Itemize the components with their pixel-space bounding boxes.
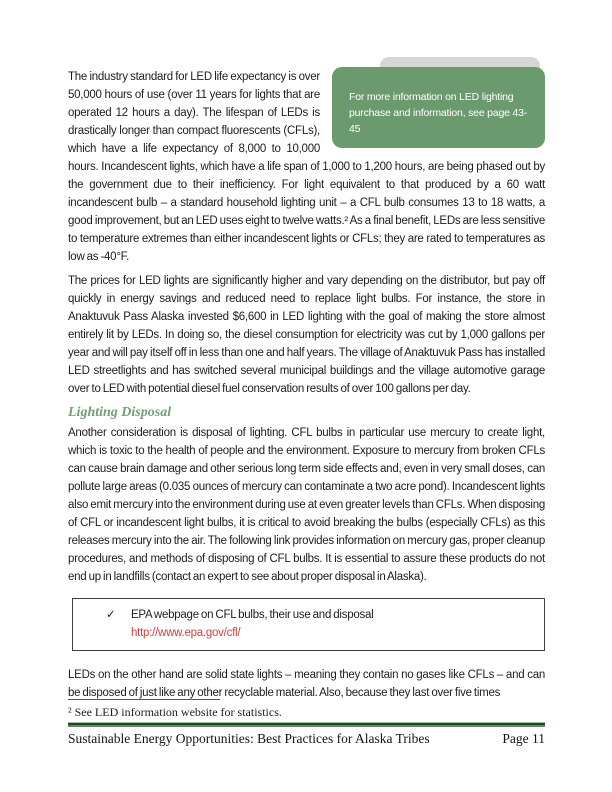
footnote-area bbox=[68, 699, 545, 720]
paragraph-led-prices bbox=[68, 272, 545, 398]
callout-box bbox=[332, 67, 545, 148]
paragraph-led-solid-state bbox=[68, 666, 545, 702]
footer-row bbox=[68, 731, 545, 747]
footer-title: Sustainable Energy Opportunities: Best Practices for Alaska Tribes bbox=[68, 731, 430, 746]
section-heading-lighting-disposal: Lighting Disposal bbox=[68, 405, 172, 420]
footer-rule bbox=[68, 722, 545, 727]
paragraph-led-solid-state-text: LEDs on the other hand are solid state lights – meaning they contain no gases like CFLs – and can be disposed of just like any other recyclable material. Also, because they last over five times bbox=[68, 669, 545, 699]
paragraph-led-prices-text: The prices for LED lights are significantly higher and vary depending on the distributor, but pay off quickly in energy savings and reduced need to replace light bulbs. For instance, the store in Anaktuvuk Pass Alaska invested $6,600 in LED lighting with the goal of making the store almost entirely lit by LEDs. In doing so, the diesel consumption for electricity was cut by 1,000 gallons per year and will pay itself off in less than one and half years. The village of Anaktuvuk Pass has installed LED streetlights and has switched several municipal buildings and the village automotive garage over to LED with potential diesel fuel conservation results of over 100 gallons per day. bbox=[68, 275, 545, 395]
paragraph-led-lifespan bbox=[68, 68, 545, 266]
epa-link[interactable]: http://www.epa.gov/cfl/ bbox=[131, 627, 241, 639]
resource-link-box bbox=[72, 598, 545, 651]
paragraph-disposal-text: Another consideration is disposal of lighting. CFL bulbs in particular use mercury to create light, which is toxic to the health of people and the environment. Exposure to mercury from broken CFLs can cause brain damage and other serious long term side effects and, even in very small doses, can pollute large areas (0.035 ounces of mercury can contaminate a two acre pond). Incandescent lights also emit mercury into the environment during use at even greater levels than CFLs. When disposing of CFL or incandescent light bulbs, it is critical to avoid breaking the bulbs (especially CFLs) as this releases mercury into the air. The following link provides information on mercury gas, proper cleanup procedures, and methods of disposing of CFL bulbs. It is essential to assure these products do not end up in landfills (contact an expert to see about proper disposal in Alaska). bbox=[68, 427, 545, 583]
page-footer bbox=[68, 722, 545, 747]
paragraph-led-lifespan-text: The industry standard for LED life expectancy is over 50,000 hours of use (over 11 years for lights that are operated 12 hours a day). The lifespan of LEDs is drastically longer than compact fluorescents (CFLs), which have a life expectancy of 8,000 to 10,000 hours. Incandescent lights, which have a life span of 1,000 to 1,200 hours, are being phased out by the government due to their inefficiency. For light equivalent to that produced by a 60 watt incandescent bulb – a standard household lighting unit – a CFL bulb consumes 13 to 18 watts, a good improvement, but an LED uses eight to twelve watts.² As a final benefit, LEDs are less sensitive to temperature extremes than either incandescent lights or CFLs; they are rated to temperatures as low as -40°F. bbox=[68, 71, 545, 263]
page-body bbox=[68, 68, 545, 708]
footnote-separator bbox=[68, 699, 220, 700]
paragraph-disposal bbox=[68, 424, 545, 586]
footer-page-number: Page 11 bbox=[502, 731, 545, 746]
callout-text: For more information on LED lighting purchase and information, see page 43-45 bbox=[349, 91, 528, 135]
footnote-text: ² See LED information website for statistics. bbox=[68, 705, 282, 719]
resource-link-label: EPA webpage on CFL bulbs, their use and disposal bbox=[131, 609, 374, 621]
checkmark-icon: ✓ bbox=[106, 609, 116, 621]
resource-link-url-row bbox=[73, 624, 536, 642]
resource-link-row bbox=[73, 606, 536, 624]
callout-container bbox=[332, 67, 545, 148]
